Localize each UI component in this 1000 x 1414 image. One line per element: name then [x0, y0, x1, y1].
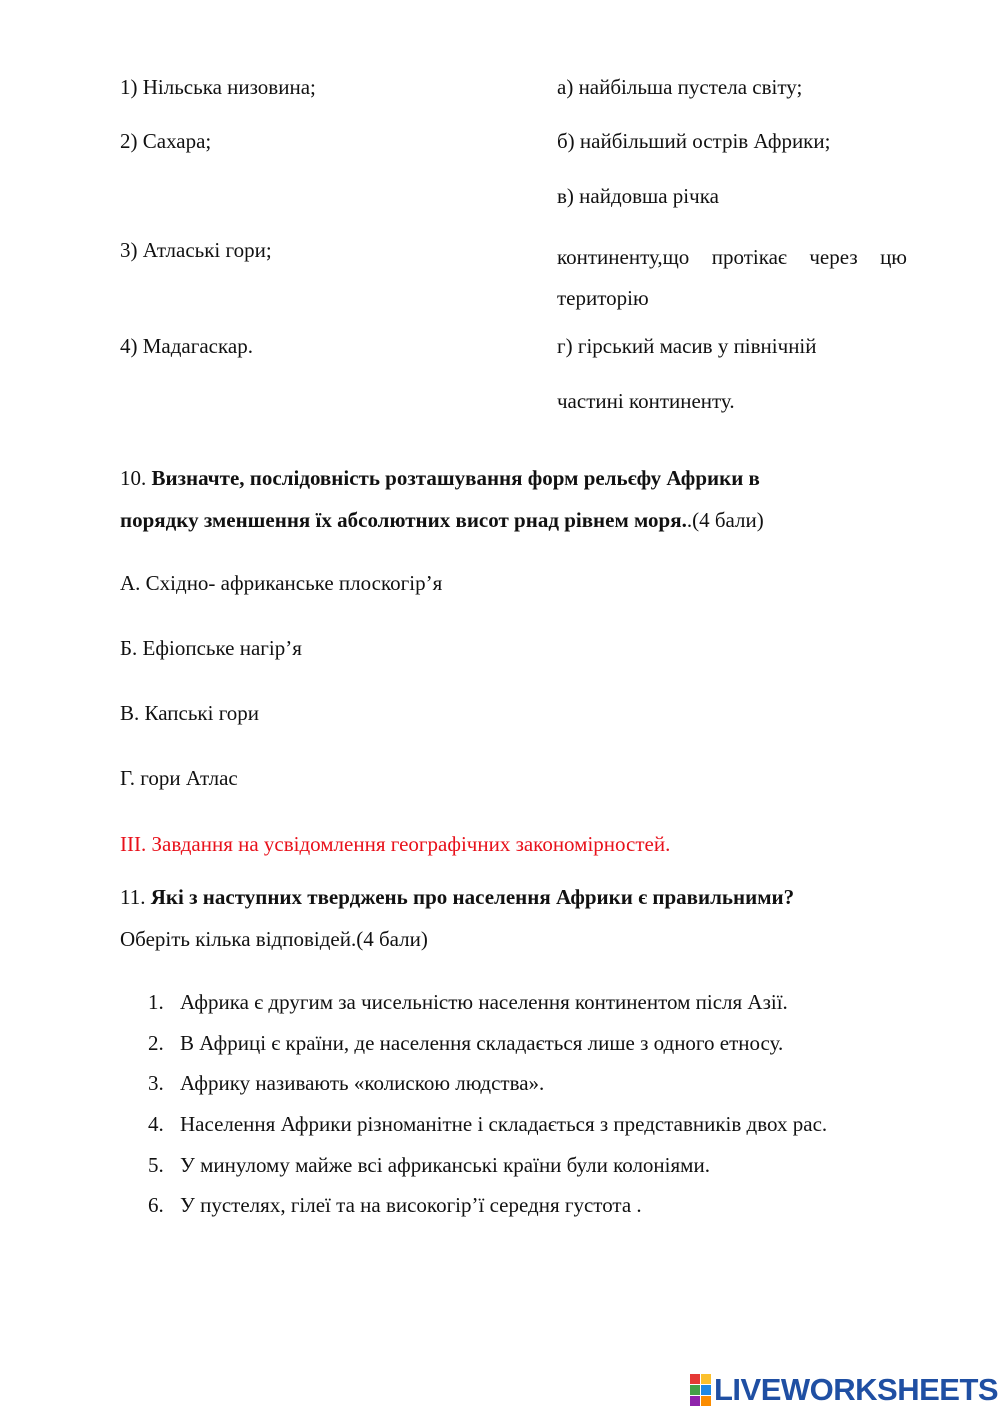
q11-line1	[120, 884, 794, 911]
match-right-a: а) найбільша пустела світу;	[557, 75, 803, 99]
q10-line1	[120, 465, 760, 492]
q10-points: .(4 бали)	[686, 508, 764, 532]
q11-item-number: 5.	[148, 1153, 164, 1177]
liveworksheets-logo	[690, 1373, 998, 1407]
q11-item-number: 3.	[148, 1071, 164, 1095]
q11-number: 11.	[120, 885, 151, 909]
q10-option-g: Г. гори Атлас	[120, 766, 238, 790]
q11-item-text: Африку називають «колискою людства».	[180, 1071, 545, 1095]
q11-list-item-2	[148, 1030, 783, 1057]
q11-question-bold: Які з наступних тверджень про населення Африки є правильними?	[150, 885, 795, 909]
q11-item-number: 6.	[148, 1193, 164, 1217]
q11-item-number: 4.	[148, 1112, 164, 1136]
logo-square	[690, 1396, 700, 1406]
q11-instruction: Оберіть кілька відповідей.(4 бали)	[120, 927, 428, 951]
q11-item-number: 2.	[148, 1031, 164, 1055]
match-right-v-line2: континенту,що протікає через цю територію	[557, 245, 907, 310]
q11-item-text: У минулому майже всі африканські країни були колоніями.	[180, 1153, 710, 1177]
logo-square	[701, 1374, 711, 1384]
logo-square	[690, 1385, 700, 1395]
q11-item-text: Африка є другим за чисельністю населення континентом після Азії.	[180, 990, 788, 1014]
q11-list-item-3	[148, 1070, 544, 1097]
q11-list-item-4	[148, 1111, 827, 1138]
q11-list-item-5	[148, 1152, 710, 1179]
q10-question-bold-1: Визначте, послідовність розташування форм рельєфу Африки в	[151, 466, 760, 490]
q11-item-text: У пустелях, гілеї та на високогір’ї середня густота .	[180, 1193, 642, 1217]
q11-list-item-1	[148, 989, 788, 1016]
q10-question-bold-2: порядку зменшення їх абсолютних висот рнад рівнем моря.	[120, 508, 687, 532]
match-right-v-line1: в) найдовша річка	[557, 184, 719, 208]
q10-option-a: А. Східно- африканське плоскогір’я	[120, 571, 443, 595]
match-right-g-line2: частині континенту.	[557, 389, 735, 413]
logo-text: LIVEWORKSHEETS	[714, 1371, 999, 1407]
q11-item-number: 1.	[148, 990, 164, 1014]
match-left-3: 3) Атлаські гори;	[120, 238, 272, 262]
q10-option-v: В. Капські гори	[120, 701, 260, 725]
match-right-b: б) найбільший острів Африки;	[557, 129, 831, 153]
match-right-g-line1: г) гірський масив у північній	[557, 334, 817, 358]
q10-number: 10.	[120, 466, 152, 490]
match-left-2: 2) Сахара;	[120, 129, 212, 153]
q10-option-b: Б. Ефіопське нагір’я	[120, 636, 302, 660]
logo-square	[701, 1385, 711, 1395]
match-left-4: 4) Мадагаскар.	[120, 334, 253, 358]
logo-square	[701, 1396, 711, 1406]
q10-line2	[120, 507, 764, 534]
logo-square	[690, 1374, 700, 1384]
q11-item-text: В Африці є країни, де населення складається лише з одного етносу.	[180, 1031, 784, 1055]
q11-list-item-6	[148, 1192, 642, 1219]
section-3-title: ІІІ. Завдання на усвідомлення географічних закономірностей.	[120, 832, 671, 856]
match-left-1: 1) Нільська низовина;	[120, 75, 316, 99]
q11-item-text: Населення Африки різноманітне і складається з представників двох рас.	[180, 1112, 828, 1136]
logo-squares-icon	[690, 1374, 711, 1406]
